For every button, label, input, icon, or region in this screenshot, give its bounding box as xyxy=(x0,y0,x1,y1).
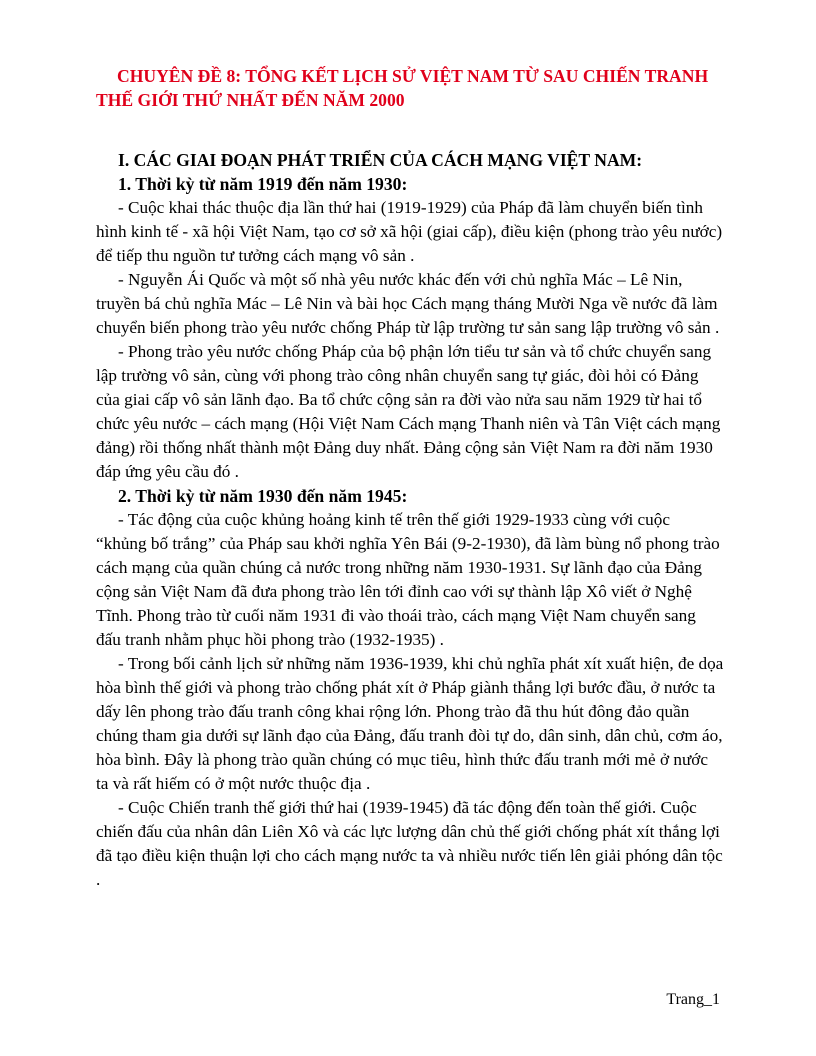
period1-paragraph: - Nguyễn Ái Quốc và một số nhà yêu nước khác đến với chủ nghĩa Mác – Lê Nin, truyền bá chủ nghĩa Mác – Lê Nin và bài học Cách mạng tháng Mười Nga về nước đã làm chuyển biến phong trào yêu nước chống Pháp từ lập trường tư sản sang lập trường vô sản . xyxy=(96,270,720,337)
period2-paragraph: - Cuộc Chiến tranh thế giới thứ hai (1939-1945) đã tác động đến toàn thế giới. Cuộc chiến đấu của nhân dân Liên Xô và các lực lượng dân chủ thế giới chống phát xít thắng lợi đã tạo điều kiện thuận lợi cho cách mạng nước ta và nhiều nước tiến lên giải phóng dân tộc . xyxy=(96,798,723,889)
page-number: Trang_1 xyxy=(666,991,720,1008)
period2-paragraph: - Trong bối cảnh lịch sử những năm 1936-1939, khi chủ nghĩa phát xít xuất hiện, đe dọa hòa bình thế giới và phong trào chống phát xít ở Pháp giành thắng lợi bước đầu, ở nước ta dấy lên phong trào đấu tranh công khai rộng lớn. Phong trào đã thu hút đông đảo quần chúng tham gia dưới sự lãnh đạo của Đảng, đấu tranh đòi tự do, dân sinh, dân chủ, cơm áo, hòa bình. Đây là phong trào quần chúng có mục tiêu, hình thức đấu tranh mới mẻ ở nước ta và rất hiếm có ở một nước thuộc địa . xyxy=(96,654,724,793)
document-title: CHUYÊN ĐỀ 8: TỔNG KẾT LỊCH SỬ VIỆT NAM TỪ SAU CHIẾN TRANH THẾ GIỚI THỨ NHẤT ĐẾN NĂM 2000 xyxy=(96,66,709,110)
period2-paragraph: - Tác động của cuộc khủng hoảng kinh tế trên thế giới 1929-1933 cùng với cuộc “khủng bố trắng” của Pháp sau khởi nghĩa Yên Bái (9-2-1930), đã làm bùng nổ phong trào cách mạng của quần chúng cả nước trong những năm 1930-1931. Sự lãnh đạo của Đảng cộng sản Việt Nam đã đưa phong trào lên tới đỉnh cao với sự thành lập Xô viết ở Nghệ Tĩnh. Phong trào từ cuối năm 1931 đi vào thoái trào, cách mạng Việt Nam chuyển sang đấu tranh nhằm phục hồi phong trào (1932-1935) . xyxy=(96,510,720,649)
period1-paragraph: - Cuộc khai thác thuộc địa lần thứ hai (1919-1929) của Pháp đã làm chuyển biến tình hình kinh tế - xã hội Việt Nam, tạo cơ sở xã hội (giai cấp), điều kiện (phong trào yêu nước) để tiếp thu nguồn tư tưởng cách mạng vô sản . xyxy=(96,198,723,265)
section-heading: I. CÁC GIAI ĐOẠN PHÁT TRIỂN CỦA CÁCH MẠNG VIỆT NAM: xyxy=(118,150,643,170)
title-spacer xyxy=(96,112,724,148)
period1-heading: 1. Thời kỳ từ năm 1919 đến năm 1930: xyxy=(118,174,408,194)
period1-paragraph: - Phong trào yêu nước chống Pháp của bộ phận lớn tiểu tư sản và tổ chức chuyển sang lập trường vô sản, cùng với phong trào công nhân chuyển sang tự giác, đòi hỏi có Đảng của giai cấp vô sản lãnh đạo. Ba tổ chức cộng sản ra đời vào nửa sau năm 1929 từ hai tổ chức yêu nước – cách mạng (Hội Việt Nam Cách mạng Thanh niên và Tân Việt cách mạng đảng) rồi thống nhất thành một Đảng duy nhất. Đảng cộng sản Việt Nam ra đời năm 1930 đáp ứng yêu cầu đó . xyxy=(96,342,721,481)
period2-heading: 2. Thời kỳ từ năm 1930 đến năm 1945: xyxy=(118,486,408,506)
document-page xyxy=(96,64,724,892)
